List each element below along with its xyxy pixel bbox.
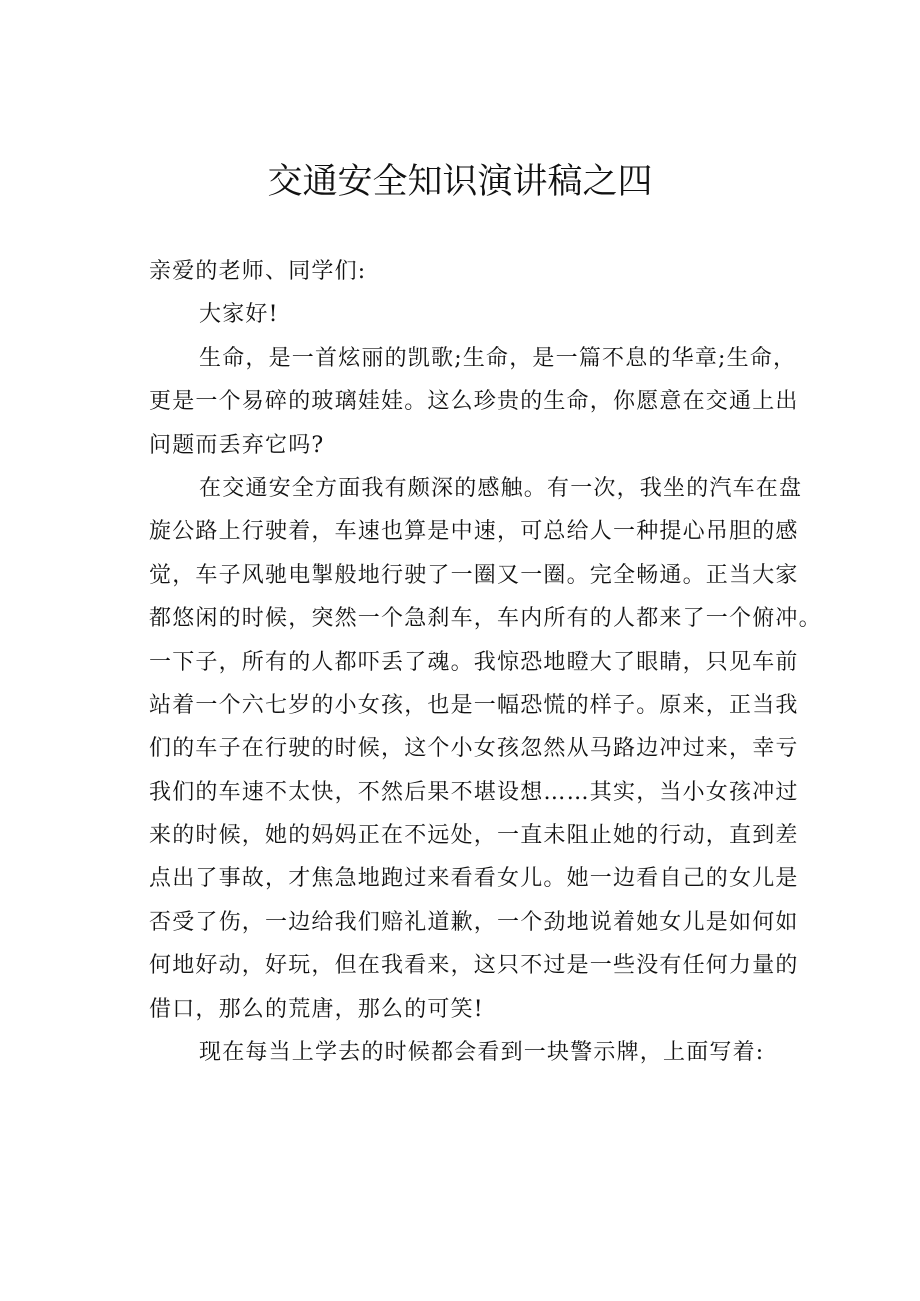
text-line: 们的车子在行驶的时候，这个小女孩忽然从马路边冲过来，幸亏 xyxy=(149,736,799,762)
document-title: 交通安全知识演讲稿之四 xyxy=(267,162,653,202)
text-line: 亲爱的老师、同学们: xyxy=(149,259,367,284)
text-line: 旋公路上行驶着，车速也算是中速，可总给人一种提心吊胆的感 xyxy=(149,519,799,545)
text-line: 大家好! xyxy=(199,302,279,328)
text-line: 现在每当上学去的时候都会看到一块警示牌，上面写着: xyxy=(199,1040,765,1066)
text-line: 我们的车速不太快，不然后果不堪设想……其实，当小女孩冲过 xyxy=(149,779,799,805)
text-line: 一下子，所有的人都吓丢了魂。我惊恐地瞪大了眼睛，只见车前 xyxy=(149,649,799,675)
text-line: 在交通安全方面我有颇深的感触。有一次，我坐的汽车在盘 xyxy=(199,475,803,501)
document-body xyxy=(149,250,822,1074)
text-line: 借口，那么的荒唐，那么的可笑! xyxy=(149,996,484,1022)
text-line: 问题而丢弃它吗? xyxy=(149,432,325,458)
text-line: 站着一个六七岁的小女孩，也是一幅恐慌的样子。原来，正当我 xyxy=(149,692,799,718)
text-line: 点出了事故，才焦急地跑过来看看女儿。她一边看自己的女儿是 xyxy=(149,866,799,892)
text-line: 来的时候，她的妈妈正在不远处，一直未阻止她的行动，直到差 xyxy=(149,823,799,849)
text-line: 生命，是一首炫丽的凯歌;生命，是一篇不息的华章;生命， xyxy=(199,345,797,371)
text-line: 更是一个易碎的玻璃娃娃。这么珍贵的生命，你愿意在交通上出 xyxy=(149,389,799,415)
text-line: 否受了伤，一边给我们赔礼道歉，一个劲地说着她女儿是如何如 xyxy=(149,909,799,935)
text-line: 都悠闲的时候，突然一个急刹车，车内所有的人都来了一个俯冲。 xyxy=(149,606,822,632)
text-line: 何地好动，好玩，但在我看来，这只不过是一些没有任何力量的 xyxy=(149,953,799,979)
text-line: 觉，车子风驰电掣般地行驶了一圈又一圈。完全畅通。正当大家 xyxy=(149,562,799,588)
